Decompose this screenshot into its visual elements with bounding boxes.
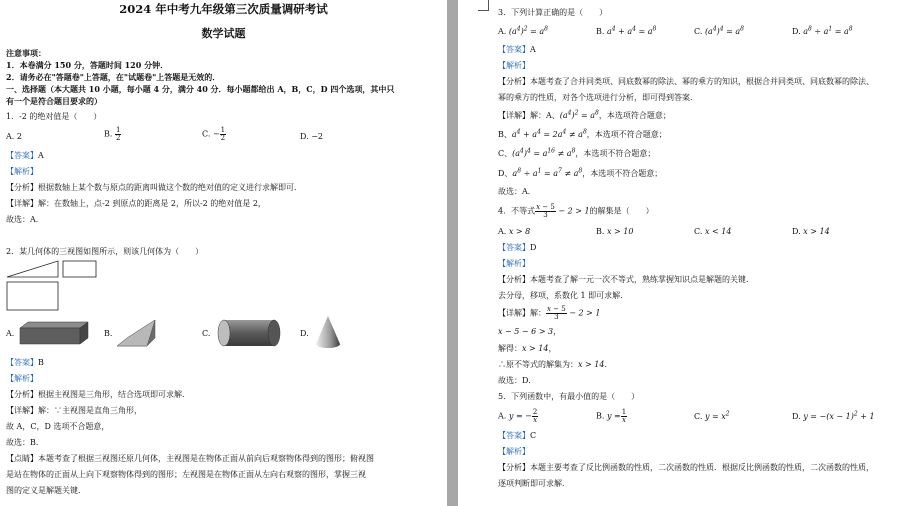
q3-analysis: 【分析】本题考查了合并同类项、同底数幂的除法、幂的乘方的知识，根据合并同类项、同底数幂的除法、 xyxy=(498,77,874,86)
q1-answer: A xyxy=(38,151,44,160)
q3-option-c: C. $(a^4)^4 = a^8$ xyxy=(694,25,744,36)
q2-answer-line xyxy=(6,357,441,368)
q1-c-numerator: 1 xyxy=(220,126,226,134)
q4-conclusion: 故选：D． xyxy=(498,376,537,385)
q3-detail-c-pre: C、 xyxy=(498,149,513,158)
section-heading-cont: 有一个是符合题目要求的） xyxy=(6,96,102,106)
q3-analysis-label: 【解析】 xyxy=(498,61,530,70)
q4-post: 的解集是（ ） xyxy=(589,206,654,216)
answer-label-3: 【答案】 xyxy=(498,45,530,54)
doc-subtitle: 数学试题 xyxy=(201,27,246,40)
q3-d-label: D. xyxy=(792,27,801,36)
q4-option-b: B. x > 10 xyxy=(596,227,634,236)
q5-option-d: D. $y = -(x - 1)^2 + 1$ xyxy=(792,410,875,421)
q2-point-3: 图的定义是解题关键． xyxy=(6,486,86,495)
q4-detail: 【详解】解： $\frac{x - 5}{3}$ − 2 > 1 xyxy=(498,305,601,321)
q3-detail-c-post: ，本选项不符合题意； xyxy=(575,149,656,158)
q5-answer: C xyxy=(530,431,537,440)
q5-analysis-label: 【解析】 xyxy=(498,447,530,456)
q1-option-d: D. −2 xyxy=(300,132,324,141)
question-4: 4．不等式 $\frac{x - 5}{3}$ − 2 > 1的解集是（ ） xyxy=(498,203,654,219)
top-view-rectangle xyxy=(7,282,58,310)
q2-analysis-label: 【解析】 xyxy=(6,374,38,383)
q5-answer-line xyxy=(498,430,892,441)
q2-detail: 【详解】解：∵主视图是直角三角形， xyxy=(6,406,142,415)
q5-c-label: C. xyxy=(694,412,703,421)
q4-answer: D xyxy=(530,243,537,252)
q2-option-d: D. xyxy=(300,329,309,338)
cylinder-icon xyxy=(216,318,282,348)
q1-c-denominator: 2 xyxy=(220,134,226,142)
q3-analysis-2: 幂的乘方的性质，对各个选项进行分析，即可得到答案． xyxy=(498,93,698,102)
q3-a-label: A. xyxy=(498,27,507,36)
q5-b-label: B. xyxy=(596,411,605,421)
q3-detail-b-post: ，本选项不符合题意； xyxy=(586,130,667,139)
answer-label-5: 【答案】 xyxy=(498,431,530,440)
q3-detail-b: B、$a^4 + a^4 = 2a^4 \ne a^8$，本选项不符合题意； xyxy=(498,128,667,139)
q4-c-label: C. xyxy=(694,227,703,236)
front-view-triangle xyxy=(7,261,58,277)
cuboid-icon xyxy=(18,320,90,346)
q4-step-1: x − 5 − 6 > 3， xyxy=(498,327,562,336)
q4-a-label: A. xyxy=(498,227,507,236)
q4-result: ∴原不等式的解集为：x > 14． xyxy=(498,360,613,369)
q1-option-b-fraction xyxy=(115,127,121,142)
q2-conclusion: 故选：B． xyxy=(6,438,44,447)
q4-option-d: D. x > 14 xyxy=(792,227,830,236)
q1-detail: 【详解】解：在数轴上，点-2 到原点的距离是 2，所以-2 的绝对值是 2， xyxy=(6,199,266,208)
q2-detail-2: 故 A，C，D 选项不合题意， xyxy=(6,422,110,431)
notice-heading: 注意事项： xyxy=(6,48,46,58)
q3-option-b: B. $a^4 + a^4 = a^8$ xyxy=(596,25,657,36)
q4-option-a: A. x > 8 xyxy=(498,227,531,236)
q5-a-label: A. xyxy=(498,411,507,421)
page-right[interactable] xyxy=(458,0,900,506)
notice-1: 1．本卷满分 150 分，答题时间 120 分钟． xyxy=(6,60,169,70)
q4-detail-label: 【详解】解： xyxy=(498,308,546,318)
q5-d-label: D. xyxy=(792,412,801,421)
q1-b-numerator: 1 xyxy=(115,126,121,134)
section-heading: 一、选择题（本大题共 10 小题，每小题 4 分，满分 40 分．每小题都给出 A，B，C，D 四个选项，其中只 xyxy=(6,84,395,94)
q2-option-b: B. xyxy=(104,329,113,338)
answer-label: 【答案】 xyxy=(6,151,38,160)
q3-detail-a-pre: 【详解】解：A、 xyxy=(498,111,560,120)
q2-answer: B xyxy=(38,358,44,367)
q5-option-c: C. $y = x^2$ xyxy=(694,410,730,421)
doc-title: 2024 年中考九年级第三次质量调研考试 xyxy=(119,2,328,16)
q3-answer-line xyxy=(498,44,892,55)
q2-analysis: 【分析】根据主视图是三角形，结合选项即可求解． xyxy=(6,390,190,399)
q3-detail-d: D、$a^8 \div a^1 = a^7 \ne a^8$，本选项不符合题意； xyxy=(498,167,663,178)
q5-analysis-2: 逐项判断即可求解． xyxy=(498,479,570,488)
q4-b-label: B. xyxy=(596,227,605,236)
q1-option-c xyxy=(202,127,226,142)
q1-option-b-label: B. xyxy=(104,129,113,139)
q3-detail-a: 【详解】解：A、$(a^4)^2 = a^8$，本选项符合题意； xyxy=(498,109,671,120)
question-2: 2．某几何体的三视图如图所示，则该几何体为（ ） xyxy=(6,247,204,256)
q4-fraction: $\frac{x - 5}{3}$ xyxy=(536,203,555,219)
q4-result-pre: ∴原不等式的解集为： xyxy=(498,360,578,369)
q4-analysis-label: 【解析】 xyxy=(498,259,530,268)
page-corner-mark xyxy=(478,0,489,11)
q2-option-c: C. xyxy=(202,329,211,338)
q1-option-c-label: C. xyxy=(202,129,211,139)
triangular-prism-icon xyxy=(115,316,157,348)
q3-detail-b-pre: B、 xyxy=(498,130,512,139)
q3-conclusion: 故选：A． xyxy=(498,187,536,196)
page-left[interactable] xyxy=(0,0,447,506)
notice-2: 2．请务必在"答题卷"上答题，在"试题卷"上答题是无效的． xyxy=(6,72,221,82)
q1-option-a: A. 2 xyxy=(6,132,22,141)
q3-detail-c: C、$(a^4)^4 = a^{16} \ne a^8$，本选项不符合题意； xyxy=(498,147,656,158)
q2-point-2: 是站在物体的正面从上向下观察物体得到的图形；左视图是在物体正面从左向右观察的图形，掌握三视 xyxy=(6,470,366,479)
answer-label-4: 【答案】 xyxy=(498,243,530,252)
q1-option-c-sign: − xyxy=(212,129,220,139)
question-5: 5．下列函数中，有最小值的是（ ） xyxy=(498,392,640,401)
q4-pre: 4．不等式 xyxy=(498,206,536,216)
q3-option-d: D. $a^8 \div a^1 = a^8$ xyxy=(792,25,853,36)
q1-conclusion: 故选：A． xyxy=(6,215,44,224)
q2-option-a: A. xyxy=(6,329,15,338)
q4-analysis: 【分析】本题考查了解一元一次不等式，熟练掌握知识点是解题的关键． xyxy=(498,275,754,284)
q1-option-b xyxy=(104,127,121,142)
side-view-rectangle xyxy=(63,261,96,277)
q1-analysis: 【分析】根据数轴上某个数与原点的距离叫做这个数的绝对值的定义进行求解即可． xyxy=(6,183,302,192)
q4-step-2: 解得：x > 14， xyxy=(498,344,557,353)
q4-method: 去分母，移项，系数化 1 即可求解． xyxy=(498,291,629,300)
q5-analysis: 【分析】本题主要考查了反比例函数的性质，二次函数的性质．根据反比例函数的性质，二次函数的性质， xyxy=(498,463,874,472)
answer-label-2: 【答案】 xyxy=(6,358,38,367)
q4-d-label: D. xyxy=(792,227,801,236)
q1-analysis-label: 【解析】 xyxy=(6,167,38,176)
q3-c-label: C. xyxy=(694,27,703,36)
question-3: 3．下列计算正确的是（ ） xyxy=(498,8,608,17)
q3-detail-d-pre: D、 xyxy=(498,169,513,178)
q1-answer-line xyxy=(6,150,441,161)
q1-b-denominator: 2 xyxy=(115,134,121,142)
q5-option-b: B. y = $\frac{1}{x}$ xyxy=(596,408,627,424)
q4-answer-line xyxy=(498,242,892,253)
q5-option-a: A. y = − $\frac{2}{x}$ xyxy=(498,408,538,424)
q3-detail-d-post: ，本选项不符合题意； xyxy=(582,169,663,178)
q3-b-label: B. xyxy=(596,27,605,36)
q3-detail-a-post: ，本选项符合题意； xyxy=(598,111,671,120)
q1-option-c-fraction xyxy=(220,127,226,142)
cone-icon xyxy=(313,314,343,350)
q3-option-a: A. $(a^4)^2 = a^8$ xyxy=(498,25,548,36)
three-view-figure xyxy=(6,260,106,312)
q3-answer: A xyxy=(530,45,536,54)
q2-point: 【点睛】本题考查了根据三视图还原几何体，主视图是在物体正面从前向后观察物体得到的图形；俯视图 xyxy=(6,454,374,463)
q4-option-c: C. x < 14 xyxy=(694,227,732,236)
question-1: 1．-2 的绝对值是（ ） xyxy=(6,112,102,121)
